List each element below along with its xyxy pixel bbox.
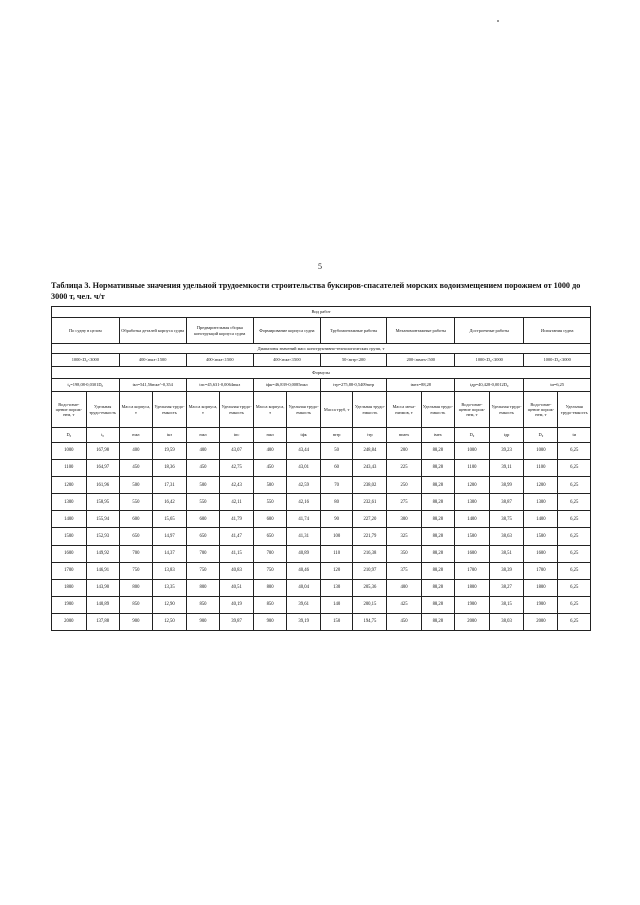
range-cell: 1000<D₀<3000 bbox=[524, 354, 591, 367]
table-cell: 1900 bbox=[52, 596, 87, 613]
table-cell: 227,20 bbox=[353, 511, 387, 528]
table-row bbox=[52, 477, 591, 494]
table-cell: 1600 bbox=[455, 545, 490, 562]
table-cell: 17,31 bbox=[153, 477, 187, 494]
table-cell: 2000 bbox=[524, 613, 558, 630]
table-cell: 2000 bbox=[52, 613, 87, 630]
table-cell: 1200 bbox=[524, 477, 558, 494]
work-types-row bbox=[52, 318, 591, 344]
table-cell: 6,25 bbox=[558, 494, 591, 511]
table-cell: 42,59 bbox=[287, 477, 321, 494]
symbol-cell: D₀ bbox=[52, 428, 87, 443]
table-cell: 6,25 bbox=[558, 545, 591, 562]
column-header: Удельная трудо-емкость bbox=[287, 392, 321, 428]
labor-intensity-table bbox=[51, 306, 591, 631]
symbols-row bbox=[52, 428, 591, 443]
table-row bbox=[52, 528, 591, 545]
column-header: Масса корпуса, т bbox=[253, 392, 287, 428]
table-cell: 120 bbox=[320, 562, 352, 579]
table-cell: 850 bbox=[253, 596, 287, 613]
table-cell: 19,59 bbox=[153, 443, 187, 460]
table-cell: 88,28 bbox=[421, 545, 455, 562]
table-cell: 1100 bbox=[52, 460, 87, 477]
table-cell: 1000 bbox=[455, 443, 490, 460]
work-type-header: Вид работ bbox=[52, 307, 591, 318]
table-cell: 600 bbox=[186, 511, 220, 528]
table-cell: 800 bbox=[119, 579, 153, 596]
column-header: Удельная трудо-емкость bbox=[558, 392, 591, 428]
table-cell: 1300 bbox=[455, 494, 490, 511]
column-header: Масса труб, т bbox=[320, 392, 352, 428]
table-cell: 900 bbox=[253, 613, 287, 630]
range-cell: 1000<D₀<3000 bbox=[52, 354, 120, 367]
table-cell: 38,63 bbox=[489, 528, 524, 545]
table-cell: 150 bbox=[320, 613, 352, 630]
table-cell: 194,75 bbox=[353, 613, 387, 630]
table-cell: 39,19 bbox=[287, 613, 321, 630]
table-cell: 6,25 bbox=[558, 613, 591, 630]
formula-cell: tи=6,25 bbox=[524, 379, 591, 392]
symbol-cell: tфк bbox=[287, 428, 321, 443]
table-cell: 12,90 bbox=[153, 596, 187, 613]
table-caption: Таблица 3. Нормативные значения удельной трудоемкости строительства буксиров-спасателей морских водоизмещением порожнем от 1000 до 3000 т, чел. ч/т bbox=[51, 281, 581, 301]
work-type-cell: Предварительная сборка конструкций корпуса судна bbox=[186, 318, 253, 344]
table-cell: 400 bbox=[119, 443, 153, 460]
table-cell: 40,19 bbox=[220, 596, 254, 613]
column-header: Масса корпуса, т bbox=[119, 392, 153, 428]
symbol-cell: t₀ bbox=[86, 428, 119, 443]
table-cell: 152,93 bbox=[86, 528, 119, 545]
table-cell: 250 bbox=[387, 477, 421, 494]
table-cell: 1500 bbox=[524, 528, 558, 545]
formula-cell: tдр=40,428-0,0012D₀ bbox=[455, 379, 524, 392]
formula-cell: tмех=88,28 bbox=[387, 379, 455, 392]
table-cell: 650 bbox=[253, 528, 287, 545]
table-cell: 88,28 bbox=[421, 562, 455, 579]
table-cell: 1700 bbox=[524, 562, 558, 579]
table-cell: 325 bbox=[387, 528, 421, 545]
table-cell: 100 bbox=[320, 528, 352, 545]
table-cell: 425 bbox=[387, 596, 421, 613]
table-cell: 6,25 bbox=[558, 511, 591, 528]
formula-cell: tпс=45,631-0,0064mкз bbox=[186, 379, 253, 392]
table-cell: 700 bbox=[253, 545, 287, 562]
table-row bbox=[52, 579, 591, 596]
formula-cell: tтр=275,88-0,5409mтр bbox=[320, 379, 387, 392]
table-cell: 900 bbox=[186, 613, 220, 630]
formula-cell: t₀=198,08-0,0301D₀ bbox=[52, 379, 120, 392]
symbol-cell: mкз bbox=[253, 428, 287, 443]
table-cell: 130 bbox=[320, 579, 352, 596]
symbol-cell: tпс bbox=[220, 428, 254, 443]
table-cell: 200,15 bbox=[353, 596, 387, 613]
symbol-cell: mмех bbox=[387, 428, 421, 443]
table-cell: 50 bbox=[320, 443, 352, 460]
table-cell: 88,28 bbox=[421, 511, 455, 528]
table-cell: 400 bbox=[186, 443, 220, 460]
table-cell: 2000 bbox=[455, 613, 490, 630]
table-cell: 42,43 bbox=[220, 477, 254, 494]
table-cell: 248,84 bbox=[353, 443, 387, 460]
symbol-cell: D₀ bbox=[524, 428, 558, 443]
table-cell: 39,87 bbox=[220, 613, 254, 630]
table-cell: 500 bbox=[186, 477, 220, 494]
table-cell: 1300 bbox=[52, 494, 87, 511]
table-cell: 6,25 bbox=[558, 528, 591, 545]
table-cell: 221,79 bbox=[353, 528, 387, 545]
table-cell: 1600 bbox=[52, 545, 87, 562]
table-cell: 70 bbox=[320, 477, 352, 494]
table-cell: 14,37 bbox=[153, 545, 187, 562]
table-cell: 550 bbox=[186, 494, 220, 511]
table-row bbox=[52, 494, 591, 511]
table-cell: 43,01 bbox=[287, 460, 321, 477]
range-cell: 400<mкз<1500 bbox=[119, 354, 186, 367]
formulas-title-row bbox=[52, 367, 591, 379]
table-cell: 450 bbox=[119, 460, 153, 477]
table-row bbox=[52, 460, 591, 477]
table-cell: 88,28 bbox=[421, 443, 455, 460]
table-cell: 137,88 bbox=[86, 613, 119, 630]
table-cell: 18,36 bbox=[153, 460, 187, 477]
table-cell: 216,38 bbox=[353, 545, 387, 562]
table-cell: 40,46 bbox=[287, 562, 321, 579]
table-cell: 6,25 bbox=[558, 562, 591, 579]
column-header: Удельная трудо-емкость bbox=[220, 392, 254, 428]
table-cell: 1600 bbox=[524, 545, 558, 562]
table-cell: 40,04 bbox=[287, 579, 321, 596]
table-cell: 650 bbox=[119, 528, 153, 545]
table-cell: 375 bbox=[387, 562, 421, 579]
table-cell: 14,97 bbox=[153, 528, 187, 545]
table-cell: 15,65 bbox=[153, 511, 187, 528]
table-cell: 167,98 bbox=[86, 443, 119, 460]
table-row bbox=[52, 562, 591, 579]
range-cell: 200<mмех<500 bbox=[387, 354, 455, 367]
table-cell: 600 bbox=[253, 511, 287, 528]
table-cell: 275 bbox=[387, 494, 421, 511]
table-cell: 161,96 bbox=[86, 477, 119, 494]
symbol-cell: D₀ bbox=[455, 428, 490, 443]
table-cell: 43,07 bbox=[220, 443, 254, 460]
table-cell: 88,28 bbox=[421, 579, 455, 596]
table-cell: 155,94 bbox=[86, 511, 119, 528]
table-cell: 650 bbox=[186, 528, 220, 545]
scan-speck bbox=[497, 20, 499, 22]
table-cell: 38,75 bbox=[489, 511, 524, 528]
table-cell: 88,28 bbox=[421, 460, 455, 477]
table-cell: 1000 bbox=[52, 443, 87, 460]
table-cell: 38,99 bbox=[489, 477, 524, 494]
table-cell: 1700 bbox=[455, 562, 490, 579]
ranges-row bbox=[52, 354, 591, 367]
symbol-cell: mтр bbox=[320, 428, 352, 443]
table-cell: 205,36 bbox=[353, 579, 387, 596]
table-cell: 88,28 bbox=[421, 528, 455, 545]
formulas-title: Формулы bbox=[52, 367, 591, 379]
table-cell: 1400 bbox=[52, 511, 87, 528]
symbol-cell: tи bbox=[558, 428, 591, 443]
table-cell: 6,25 bbox=[558, 579, 591, 596]
table-cell: 40,89 bbox=[287, 545, 321, 562]
table-cell: 1100 bbox=[524, 460, 558, 477]
table-row bbox=[52, 545, 591, 562]
table-cell: 800 bbox=[186, 579, 220, 596]
table-cell: 39,23 bbox=[489, 443, 524, 460]
table-cell: 164,97 bbox=[86, 460, 119, 477]
table-cell: 700 bbox=[119, 545, 153, 562]
symbol-cell: tмех bbox=[421, 428, 455, 443]
column-header: Удельная трудо-емкость bbox=[86, 392, 119, 428]
column-header: Водо-изме-щение порож-нем, т bbox=[52, 392, 87, 428]
work-type-cell: Испытания судна bbox=[524, 318, 591, 344]
table-cell: 1200 bbox=[52, 477, 87, 494]
formula-cell: tфк=46,839-0,0085mкз bbox=[253, 379, 320, 392]
table-cell: 12,50 bbox=[153, 613, 187, 630]
table-cell: 1800 bbox=[52, 579, 87, 596]
table-cell: 232,61 bbox=[353, 494, 387, 511]
table-cell: 550 bbox=[119, 494, 153, 511]
table-cell: 6,25 bbox=[558, 477, 591, 494]
table-cell: 13,83 bbox=[153, 562, 187, 579]
table-cell: 40,83 bbox=[220, 562, 254, 579]
table-cell: 350 bbox=[387, 545, 421, 562]
table-cell: 39,11 bbox=[489, 460, 524, 477]
table-cell: 38,03 bbox=[489, 613, 524, 630]
table-cell: 238,02 bbox=[353, 477, 387, 494]
table-cell: 13,35 bbox=[153, 579, 187, 596]
range-cell: 1000<D₀<3000 bbox=[455, 354, 524, 367]
table-cell: 110 bbox=[320, 545, 352, 562]
table-cell: 1500 bbox=[52, 528, 87, 545]
table-cell: 450 bbox=[186, 460, 220, 477]
table-cell: 88,28 bbox=[421, 596, 455, 613]
work-type-cell: Обработка деталей корпуса судна bbox=[119, 318, 186, 344]
table-cell: 225 bbox=[387, 460, 421, 477]
table-cell: 1900 bbox=[455, 596, 490, 613]
table-cell: 90 bbox=[320, 511, 352, 528]
table-cell: 450 bbox=[253, 460, 287, 477]
table-row bbox=[52, 596, 591, 613]
table-cell: 850 bbox=[186, 596, 220, 613]
ranges-title: Диапазоны значений масс конструктивно-технологических групп, т bbox=[52, 344, 591, 354]
table-cell: 88,28 bbox=[421, 477, 455, 494]
table-cell: 1300 bbox=[524, 494, 558, 511]
work-type-cell: Формирование корпуса судна bbox=[253, 318, 320, 344]
column-header: Удельная трудо-емкость bbox=[153, 392, 187, 428]
work-type-cell: По судну в целом bbox=[52, 318, 120, 344]
table-cell: 450 bbox=[387, 613, 421, 630]
table-row bbox=[52, 443, 591, 460]
table-cell: 243,43 bbox=[353, 460, 387, 477]
table-cell: 1200 bbox=[455, 477, 490, 494]
table-cell: 42,11 bbox=[220, 494, 254, 511]
table-cell: 140,89 bbox=[86, 596, 119, 613]
table-cell: 900 bbox=[119, 613, 153, 630]
table-cell: 1400 bbox=[524, 511, 558, 528]
table-cell: 600 bbox=[119, 511, 153, 528]
table-cell: 850 bbox=[119, 596, 153, 613]
table-cell: 41,47 bbox=[220, 528, 254, 545]
column-header: Водо-изме-щение порож-нем, т bbox=[524, 392, 558, 428]
table-cell: 750 bbox=[186, 562, 220, 579]
table-cell: 60 bbox=[320, 460, 352, 477]
work-type-cell: Трубомонтажные работы bbox=[320, 318, 387, 344]
table-cell: 38,51 bbox=[489, 545, 524, 562]
column-header: Удельная трудо-емкость bbox=[421, 392, 455, 428]
table-cell: 41,79 bbox=[220, 511, 254, 528]
table-cell: 16,42 bbox=[153, 494, 187, 511]
table-cell: 6,25 bbox=[558, 460, 591, 477]
table-cell: 42,75 bbox=[220, 460, 254, 477]
table-header-row bbox=[52, 307, 591, 318]
table-cell: 43,44 bbox=[287, 443, 321, 460]
table-cell: 1000 bbox=[524, 443, 558, 460]
table-cell: 200 bbox=[387, 443, 421, 460]
table-cell: 500 bbox=[253, 477, 287, 494]
table-cell: 1100 bbox=[455, 460, 490, 477]
table-row bbox=[52, 511, 591, 528]
range-cell: 400<mкз<1500 bbox=[253, 354, 320, 367]
table-cell: 88,28 bbox=[421, 613, 455, 630]
range-cell: 50<mтр<200 bbox=[320, 354, 387, 367]
table-cell: 38,27 bbox=[489, 579, 524, 596]
symbol-cell: tдр bbox=[489, 428, 524, 443]
table-cell: 6,25 bbox=[558, 596, 591, 613]
ranges-title-row bbox=[52, 344, 591, 354]
table-cell: 146,91 bbox=[86, 562, 119, 579]
page-number: 5 bbox=[318, 262, 322, 271]
table-cell: 143,90 bbox=[86, 579, 119, 596]
table-cell: 550 bbox=[253, 494, 287, 511]
table-cell: 750 bbox=[253, 562, 287, 579]
column-header: Масса меха-низмов, т bbox=[387, 392, 421, 428]
table-cell: 40,51 bbox=[220, 579, 254, 596]
symbol-cell: mкз bbox=[186, 428, 220, 443]
symbol-cell: mкз bbox=[119, 428, 153, 443]
column-header: Масса корпуса, т bbox=[186, 392, 220, 428]
table-cell: 42,16 bbox=[287, 494, 321, 511]
table-cell: 700 bbox=[186, 545, 220, 562]
table-cell: 41,74 bbox=[287, 511, 321, 528]
table-cell: 1700 bbox=[52, 562, 87, 579]
column-header: Удельная трудо-емкость bbox=[353, 392, 387, 428]
table-cell: 800 bbox=[253, 579, 287, 596]
table-cell: 6,25 bbox=[558, 443, 591, 460]
symbol-cell: tтр bbox=[353, 428, 387, 443]
work-type-cell: Механомонтажные работы bbox=[387, 318, 455, 344]
table-cell: 88,28 bbox=[421, 494, 455, 511]
table-cell: 300 bbox=[387, 511, 421, 528]
symbol-cell: tкз bbox=[153, 428, 187, 443]
table-cell: 38,15 bbox=[489, 596, 524, 613]
column-header: Водо-изме-щение порож-нем, т bbox=[455, 392, 490, 428]
column-headers-row bbox=[52, 392, 591, 428]
table-cell: 41,15 bbox=[220, 545, 254, 562]
table-cell: 80 bbox=[320, 494, 352, 511]
table-cell: 400 bbox=[387, 579, 421, 596]
table-cell: 750 bbox=[119, 562, 153, 579]
table-cell: 158,95 bbox=[86, 494, 119, 511]
formula-cell: tкз=541,56mкз^-0,354 bbox=[119, 379, 186, 392]
table-cell: 1900 bbox=[524, 596, 558, 613]
table-cell: 1800 bbox=[455, 579, 490, 596]
table-cell: 1400 bbox=[455, 511, 490, 528]
table-cell: 210,97 bbox=[353, 562, 387, 579]
formulas-row bbox=[52, 379, 591, 392]
table-cell: 400 bbox=[253, 443, 287, 460]
table-cell: 41,31 bbox=[287, 528, 321, 545]
table-cell: 1800 bbox=[524, 579, 558, 596]
column-header: Удельная трудо-емкость bbox=[489, 392, 524, 428]
table-cell: 149,92 bbox=[86, 545, 119, 562]
table-cell: 1500 bbox=[455, 528, 490, 545]
table-cell: 39,61 bbox=[287, 596, 321, 613]
work-type-cell: Достроечные работы bbox=[455, 318, 524, 344]
table-cell: 140 bbox=[320, 596, 352, 613]
table-row bbox=[52, 613, 591, 630]
table-cell: 38,39 bbox=[489, 562, 524, 579]
table-cell: 38,87 bbox=[489, 494, 524, 511]
range-cell: 400<mкз<1500 bbox=[186, 354, 253, 367]
table-cell: 500 bbox=[119, 477, 153, 494]
